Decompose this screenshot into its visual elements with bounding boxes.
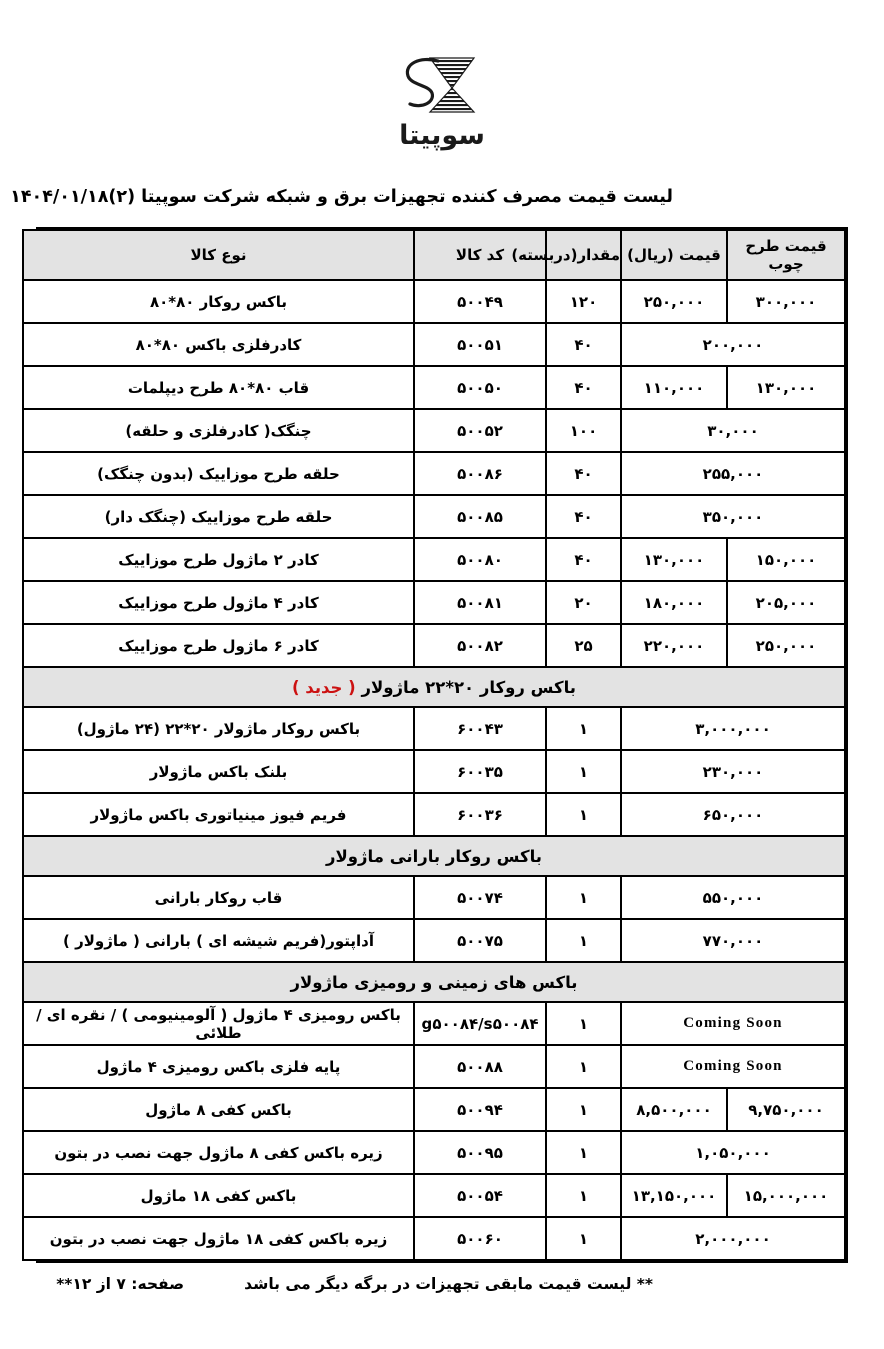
cell-price: ۲۵۵,۰۰۰ [621, 452, 845, 495]
table-row [23, 1131, 845, 1174]
cell-quantity: ۴۰ [546, 495, 621, 538]
cell-price: ۸,۵۰۰,۰۰۰ [621, 1088, 727, 1131]
cell-price: ۲,۰۰۰,۰۰۰ [621, 1217, 845, 1260]
section-new-badge: ( جدید ) [292, 677, 362, 697]
column-header-price: قیمت (ریال) [621, 230, 727, 280]
cell-quantity: ۱ [546, 1174, 621, 1217]
table-row [23, 793, 845, 836]
cell-price-status: Coming Soon [621, 1002, 845, 1045]
cell-product-name: باکس رومیزی ۴ ماژول ( آلومینیومی ) / نقره ای / طلائی [23, 1002, 414, 1045]
table-row [23, 1002, 845, 1045]
brand-wordmark: سوپیتا [399, 120, 485, 151]
cell-product-name: کادر ۶ ماژول طرح موزاییک [23, 624, 414, 667]
cell-price: ۱۸۰,۰۰۰ [621, 581, 727, 624]
cell-quantity: ۱۲۰ [546, 280, 621, 323]
table-row [23, 323, 845, 366]
table-row [23, 707, 845, 750]
cell-product-code: ۶۰۰۳۶ [414, 793, 546, 836]
cell-product-code: ۵۰۰۵۲ [414, 409, 546, 452]
cell-product-name: فریم فیوز مینیاتوری باکس ماژولار [23, 793, 414, 836]
cell-wood-price: ۱۵۰,۰۰۰ [727, 538, 845, 581]
cell-product-name: کادر ۲ ماژول طرح موزاییک [23, 538, 414, 581]
cell-product-name: بلنک باکس ماژولار [23, 750, 414, 793]
cell-price: ۲۵۰,۰۰۰ [621, 280, 727, 323]
brand-logo-area [0, 0, 884, 149]
price-table-container [36, 227, 848, 1263]
cell-quantity: ۱ [546, 707, 621, 750]
section-header-label: باکس روکار بارانی ماژولار [23, 836, 845, 876]
cell-price: ۲۳۰,۰۰۰ [621, 750, 845, 793]
cell-product-name: قاب ۸۰*۸۰ طرح دیپلمات [23, 366, 414, 409]
cell-product-code: ۶۰۰۳۵ [414, 750, 546, 793]
table-row [23, 1217, 845, 1260]
cell-product-code: ۵۰۰۹۴ [414, 1088, 546, 1131]
footer-page-number: صفحه: ۷ از ۱۲** [56, 1275, 185, 1293]
cell-product-code: ۶۰۰۴۳ [414, 707, 546, 750]
table-row [23, 1088, 845, 1131]
table-row [23, 750, 845, 793]
cell-quantity: ۴۰ [546, 452, 621, 495]
table-row [23, 876, 845, 919]
cell-quantity: ۱ [546, 793, 621, 836]
sz-monogram-logo-icon [396, 52, 488, 118]
cell-quantity: ۱ [546, 1045, 621, 1088]
cell-price: ۲۰۰,۰۰۰ [621, 323, 845, 366]
cell-product-name: آداپتور(فریم شیشه ای ) بارانی ( ماژولار ) [23, 919, 414, 962]
cell-product-code: ۵۰۰۸۱ [414, 581, 546, 624]
document-date: ۱۴۰۴/۰۱/۱۸ [10, 187, 109, 207]
table-row [23, 280, 845, 323]
table-row [23, 919, 845, 962]
page-title: لیست قیمت مصرف کننده تجهیزات برق و شبکه شرکت سوپیتا (۲) [108, 187, 673, 207]
cell-quantity: ۴۰ [546, 366, 621, 409]
cell-product-code: ۵۰۰۸۰ [414, 538, 546, 581]
section-header-label: باکس های زمینی و رومیزی ماژولار [23, 962, 845, 1002]
table-row [23, 538, 845, 581]
price-table-body [23, 280, 845, 1260]
cell-quantity: ۲۰ [546, 581, 621, 624]
cell-wood-price: ۳۰۰,۰۰۰ [727, 280, 845, 323]
cell-quantity: ۱ [546, 919, 621, 962]
cell-price: ۶۵۰,۰۰۰ [621, 793, 845, 836]
section-header-row [23, 667, 845, 707]
section-header-row [23, 962, 845, 1002]
cell-product-name: باکس روکار ۸۰*۸۰ [23, 280, 414, 323]
cell-product-code: ۵۰۰۵۰ [414, 366, 546, 409]
cell-quantity: ۱ [546, 876, 621, 919]
cell-quantity: ۱ [546, 1002, 621, 1045]
cell-product-name: زیره باکس کفی ۱۸ ماژول جهت نصب در بتون [23, 1217, 414, 1260]
cell-quantity: ۱ [546, 1088, 621, 1131]
cell-wood-price: ۱۵,۰۰۰,۰۰۰ [727, 1174, 845, 1217]
column-header-quantity: مقدار(دربسته) [546, 230, 621, 280]
page-footer [36, 1275, 848, 1293]
table-row [23, 1174, 845, 1217]
cell-product-code: ۵۰۰۵۱ [414, 323, 546, 366]
document-header [10, 187, 848, 207]
cell-price: ۳۵۰,۰۰۰ [621, 495, 845, 538]
table-row [23, 366, 845, 409]
cell-price: ۷۷۰,۰۰۰ [621, 919, 845, 962]
cell-product-code: ۵۰۰۴۹ [414, 280, 546, 323]
cell-price: ۱۱۰,۰۰۰ [621, 366, 727, 409]
cell-product-name: پایه فلزی باکس رومیزی ۴ ماژول [23, 1045, 414, 1088]
price-table [22, 229, 846, 1261]
price-table-head [23, 230, 845, 280]
cell-product-name: قاب روکار بارانی [23, 876, 414, 919]
cell-product-code: ۵۰۰۷۵ [414, 919, 546, 962]
table-row [23, 581, 845, 624]
cell-product-code: ۵۰۰۸۵ [414, 495, 546, 538]
cell-quantity: ۱ [546, 750, 621, 793]
cell-quantity: ۱ [546, 1217, 621, 1260]
cell-product-code: ۵۰۰۸۶ [414, 452, 546, 495]
cell-quantity: ۴۰ [546, 323, 621, 366]
section-header-label: باکس روکار ۲۰*۲۲ ماژولار ( جدید ) [23, 667, 845, 707]
cell-quantity: ۱۰۰ [546, 409, 621, 452]
column-header-code: کد کالا [414, 230, 546, 280]
cell-price: ۳,۰۰۰,۰۰۰ [621, 707, 845, 750]
cell-product-name: حلقه طرح موزاییک (چنگک دار) [23, 495, 414, 538]
cell-price: ۱,۰۵۰,۰۰۰ [621, 1131, 845, 1174]
cell-product-code: ۵۰۰۷۴ [414, 876, 546, 919]
cell-product-code: ۵۰۰۵۴ [414, 1174, 546, 1217]
cell-quantity: ۴۰ [546, 538, 621, 581]
table-header-row [23, 230, 845, 280]
table-row [23, 495, 845, 538]
cell-product-name: باکس کفی ۸ ماژول [23, 1088, 414, 1131]
cell-product-name: حلقه طرح موزاییک (بدون چنگک) [23, 452, 414, 495]
cell-wood-price: ۲۵۰,۰۰۰ [727, 624, 845, 667]
table-row [23, 624, 845, 667]
section-header-row [23, 836, 845, 876]
cell-product-code: ۵۰۰۸۸ [414, 1045, 546, 1088]
cell-price-status: Coming Soon [621, 1045, 845, 1088]
cell-product-code: ۵۰۰۸۲ [414, 624, 546, 667]
cell-wood-price: ۱۳۰,۰۰۰ [727, 366, 845, 409]
footer-note: ** لیست قیمت مابقی تجهیزات در برگه دیگر می باشد [244, 1275, 653, 1293]
cell-product-code: ۵۰۰۶۰ [414, 1217, 546, 1260]
cell-price: ۱۳۰,۰۰۰ [621, 538, 727, 581]
cell-product-name: کادرفلزی باکس ۸۰*۸۰ [23, 323, 414, 366]
cell-wood-price: ۹,۷۵۰,۰۰۰ [727, 1088, 845, 1131]
cell-price: ۳۰,۰۰۰ [621, 409, 845, 452]
column-header-wood-price: قیمت طرح چوب [727, 230, 845, 280]
cell-product-code: ۵۰۰۹۵ [414, 1131, 546, 1174]
cell-price: ۲۲۰,۰۰۰ [621, 624, 727, 667]
cell-product-name: باکس روکار ماژولار ۲۰*۲۲ (۲۴ ماژول) [23, 707, 414, 750]
cell-product-name: کادر ۴ ماژول طرح موزاییک [23, 581, 414, 624]
table-row [23, 452, 845, 495]
cell-price: ۱۳,۱۵۰,۰۰۰ [621, 1174, 727, 1217]
cell-product-name: چنگک( کادرفلزی و حلقه) [23, 409, 414, 452]
column-header-name: نوع کالا [23, 230, 414, 280]
table-row [23, 409, 845, 452]
cell-quantity: ۱ [546, 1131, 621, 1174]
cell-product-code: g۵۰۰۸۴/s۵۰۰۸۴ [414, 1002, 546, 1045]
cell-product-name: باکس کفی ۱۸ ماژول [23, 1174, 414, 1217]
cell-quantity: ۲۵ [546, 624, 621, 667]
cell-wood-price: ۲۰۵,۰۰۰ [727, 581, 845, 624]
cell-price: ۵۵۰,۰۰۰ [621, 876, 845, 919]
cell-product-name: زیره باکس کفی ۸ ماژول جهت نصب در بتون [23, 1131, 414, 1174]
table-row [23, 1045, 845, 1088]
